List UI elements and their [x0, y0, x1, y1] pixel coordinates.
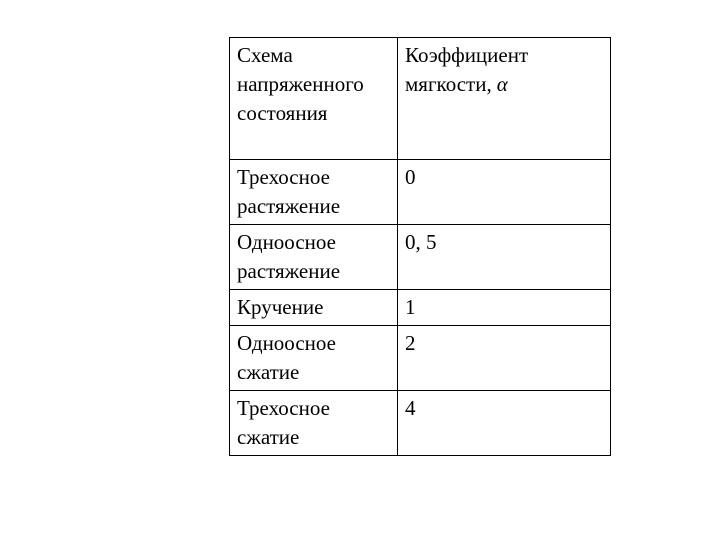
state-label-line: сжатие: [237, 360, 300, 384]
header-scheme-line: напряженного: [237, 72, 364, 96]
coefficient-value: 4: [405, 396, 416, 420]
table-row: [230, 391, 611, 456]
state-label-line: растяжение: [237, 194, 341, 218]
state-label-line: Одноосное: [237, 331, 336, 355]
alpha-symbol: α: [496, 72, 508, 96]
state-cell: [230, 160, 398, 225]
coefficient-value: 1: [405, 295, 416, 319]
coefficient-cell: [398, 225, 611, 290]
state-cell: [230, 326, 398, 391]
state-label-line: Кручение: [237, 295, 324, 319]
header-scheme-line: состояния: [237, 101, 328, 125]
header-cell-coefficient: [398, 38, 611, 160]
state-label-line: Трехосное: [237, 396, 330, 420]
table-header-row: [230, 38, 611, 160]
table-row: [230, 326, 611, 391]
coefficient-value: 0, 5: [405, 230, 437, 254]
table-row: [230, 160, 611, 225]
header-cell-scheme: [230, 38, 398, 160]
state-label-line: Одноосное: [237, 230, 336, 254]
state-cell: [230, 391, 398, 456]
header-scheme-line: Схема: [237, 43, 293, 67]
state-label-line: сжатие: [237, 425, 300, 449]
coefficient-cell: [398, 160, 611, 225]
state-cell: [230, 225, 398, 290]
softness-coefficient-table: [229, 37, 611, 456]
table-row: [230, 225, 611, 290]
state-label-line: растяжение: [237, 259, 341, 283]
coefficient-cell: [398, 326, 611, 391]
coefficient-value: 0: [405, 165, 416, 189]
state-label-line: Трехосное: [237, 165, 330, 189]
coefficient-cell: [398, 391, 611, 456]
header-coefficient-line: Коэффициент: [405, 43, 529, 67]
header-coefficient-line: мягкости,: [405, 72, 492, 96]
state-cell: [230, 290, 398, 326]
table-row: [230, 290, 611, 326]
coefficient-value: 2: [405, 331, 416, 355]
coefficient-cell: [398, 290, 611, 326]
